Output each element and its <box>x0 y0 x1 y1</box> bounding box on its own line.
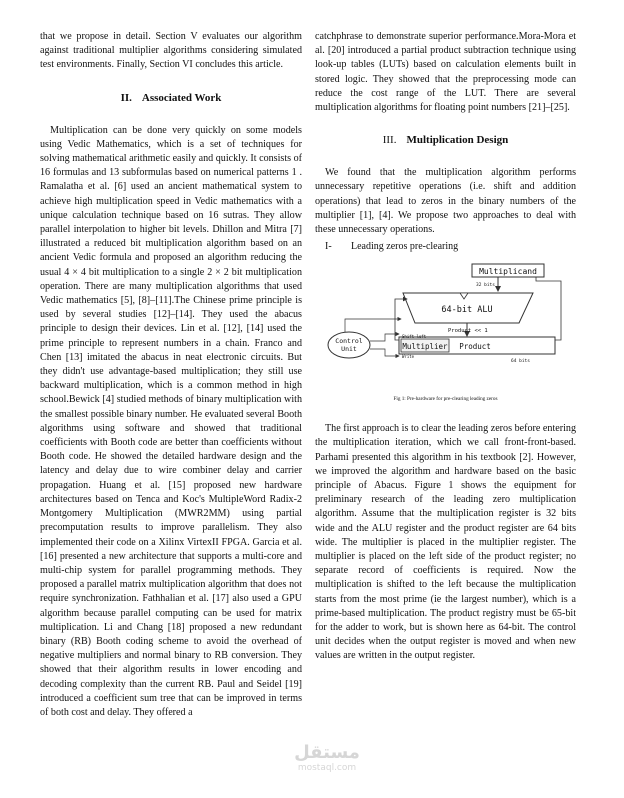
subsection-title: Leading zeros pre-clearing <box>351 241 459 253</box>
left-column <box>40 30 302 720</box>
bits-label-multiplicand: 32 bits <box>476 283 495 289</box>
shift-left-label: Shift left <box>402 334 427 340</box>
design-paragraph: We found that the multiplication algorithm performs unnecessary repetitive operations (i.e. shift and addition operations) that lead to zeros in the binary numbers of the multiplier [1], [4]. We propose two approaches to deal with these unnecessary operations. <box>315 167 576 236</box>
intro-paragraph: that we propose in detail. Section V evaluates our algorithm against traditional multiplier algorithms considering simulated test environments. Finally, Section VI concludes this article. <box>40 31 302 71</box>
approach-paragraph: The first approach is to clear the leading zeros before entering the multiplication iteration, which we call front-front-based. Parhami presented this algorithm in his textbook [2]. However, we improved the algorithm and hardware based on the basic principle of Abacus. Figure 1 shows the equipment for preliminary research of the leading zero multiplication algorithm. Assume that the multiplication register is 32 bits wide and the ALU register and the product register are 64 bits wide. The multiplier is placed in the multiplier register. The multiplier is placed on the left side of the product register; no separate record of coefficients is required. Now the multiplication is shifted to the left because the multiplication starts from the most prime (ie the largest number), which is a prime-based multiplication. The product registry must be 65-bit for the adder to work, but is shown here as 64-bit. The control unit decides when the output register is moved and when new values are written in the output register. <box>315 423 576 662</box>
feedback-wire-right <box>536 277 561 340</box>
section-title: Associated Work <box>141 91 222 104</box>
section-number: II. <box>120 91 132 104</box>
control-unit-label-2: Unit <box>341 345 357 354</box>
figure-1-diagram <box>315 254 576 394</box>
alu-control-line <box>345 319 401 332</box>
section-title: Multiplication Design <box>406 134 509 147</box>
associated-work-paragraph: Multiplication can be done very quickly on some models using Vedic Mathematics, which is a set of techniques for solving mathematical arithmetic easily and quickly. It consists of 16 formulas and 13 subformulas based on numerical patterns 1 . Ramalatha et al. [6] used an ancient mathematical system to achieve high multiplication speed in Vedic mathematics with a unique calculation technique based on 16 sutras. They allow parallel interpolation to higher bit levels. Dhillon and Mitra [7] illustrated a reduced bit multiplication algorithm based on an ancient Vedic formula and proposed an algorithm reducing the usual 4 × 4 bit multiplication to a single 2 × 2 bit multiplication operation. There are many multiplication algorithms that used Vedic mathematics [5], [8]–[11].The Chinese prime principle is used by several studies [12]–[14]. They used the abacus principle to design their devices. Lin et al. [12], [14] used the prime principle to represent numbers in a chain. Franco and Chen [13] imitated the abacus in neat electronic circuits. But they didn't use advantage-based multiplication; they still use backward multiplication, which is a common method in high school.Bewick [4] studied methods of binary multiplication with the smallest possible binary number. He evaluated several Booth algorithms using software and showed that traditional coefficients with Booth code are better than coefficients without Booth code. He showed the detailed hardware design and the latency and delay due to wire combiner delay and carrier propagation. Huang et al. [15] proposed new hardware architectures based on Tenca and Koc's MultipleWord Radix-2 Montgomery Multiplication (MWR2MM) using partial precomputation results to improve parallelism. They also implemented their code on a Xilinx VirtexII FPGA. Garcia et al. [16] presented a new architecture that supports a multi-core and multi-chip system for parallel programming methods. They proposed a parallel matrix multiplication algorithm that does not require synchronization. Fathhalian et al. [17] also used a GPU algorithm because parallel computing can be used for matrix multiplication. Li and Chang [18] proposed a new redundant binary (RB) Booth coding scheme to avoid the overhead of negative multipliers and normal binary to RB conversion. They showed that their algorithm results in lower encoding and decoding complexity than the current RB. Paul and Seidel [19] introduced a coefficient sum tree that can be improved in terms of both cost and delay. They offered a <box>40 124 302 718</box>
right-column <box>315 30 576 664</box>
watermark-logo: مستقل <box>294 742 360 763</box>
subsection-heading <box>325 241 576 252</box>
section-heading-multiplication-design <box>315 134 576 146</box>
subsection-number: I- <box>325 241 332 253</box>
control-unit-label-1: Control <box>335 337 363 346</box>
multiplicand-label: Multiplicand <box>479 267 537 277</box>
pre-clearing-hardware-diagram <box>315 254 576 394</box>
product-label: Product <box>459 342 491 352</box>
continuation-paragraph: catchphrase to demonstrate superior performance.Mora-Mora et al. [20] introduced a partial product subtraction technique using look-up tables (LUTs) based on calculation elements built in stored logic. They showed that the preprocessing mode can reduce the cost range of the LUT. There are several multiplication algorithms for floating point numbers [21]–[25]. <box>315 31 576 114</box>
alu-label: 64-bit ALU <box>441 305 493 316</box>
figure-caption: Fig 1: Pre-hardware for pre-clearing leading zeros <box>393 396 498 403</box>
section-number: III. <box>382 134 397 147</box>
watermark-site: mostaql.com <box>297 763 357 773</box>
shift-label: Product << 1 <box>448 328 488 335</box>
mostaql-watermark <box>292 743 362 773</box>
bits-label-product: 64 bits <box>511 359 530 365</box>
section-heading-associated-work <box>40 92 302 104</box>
write-control-line <box>370 349 399 356</box>
write-label: Write <box>402 354 415 360</box>
multiplier-label: Multiplier <box>402 342 448 352</box>
